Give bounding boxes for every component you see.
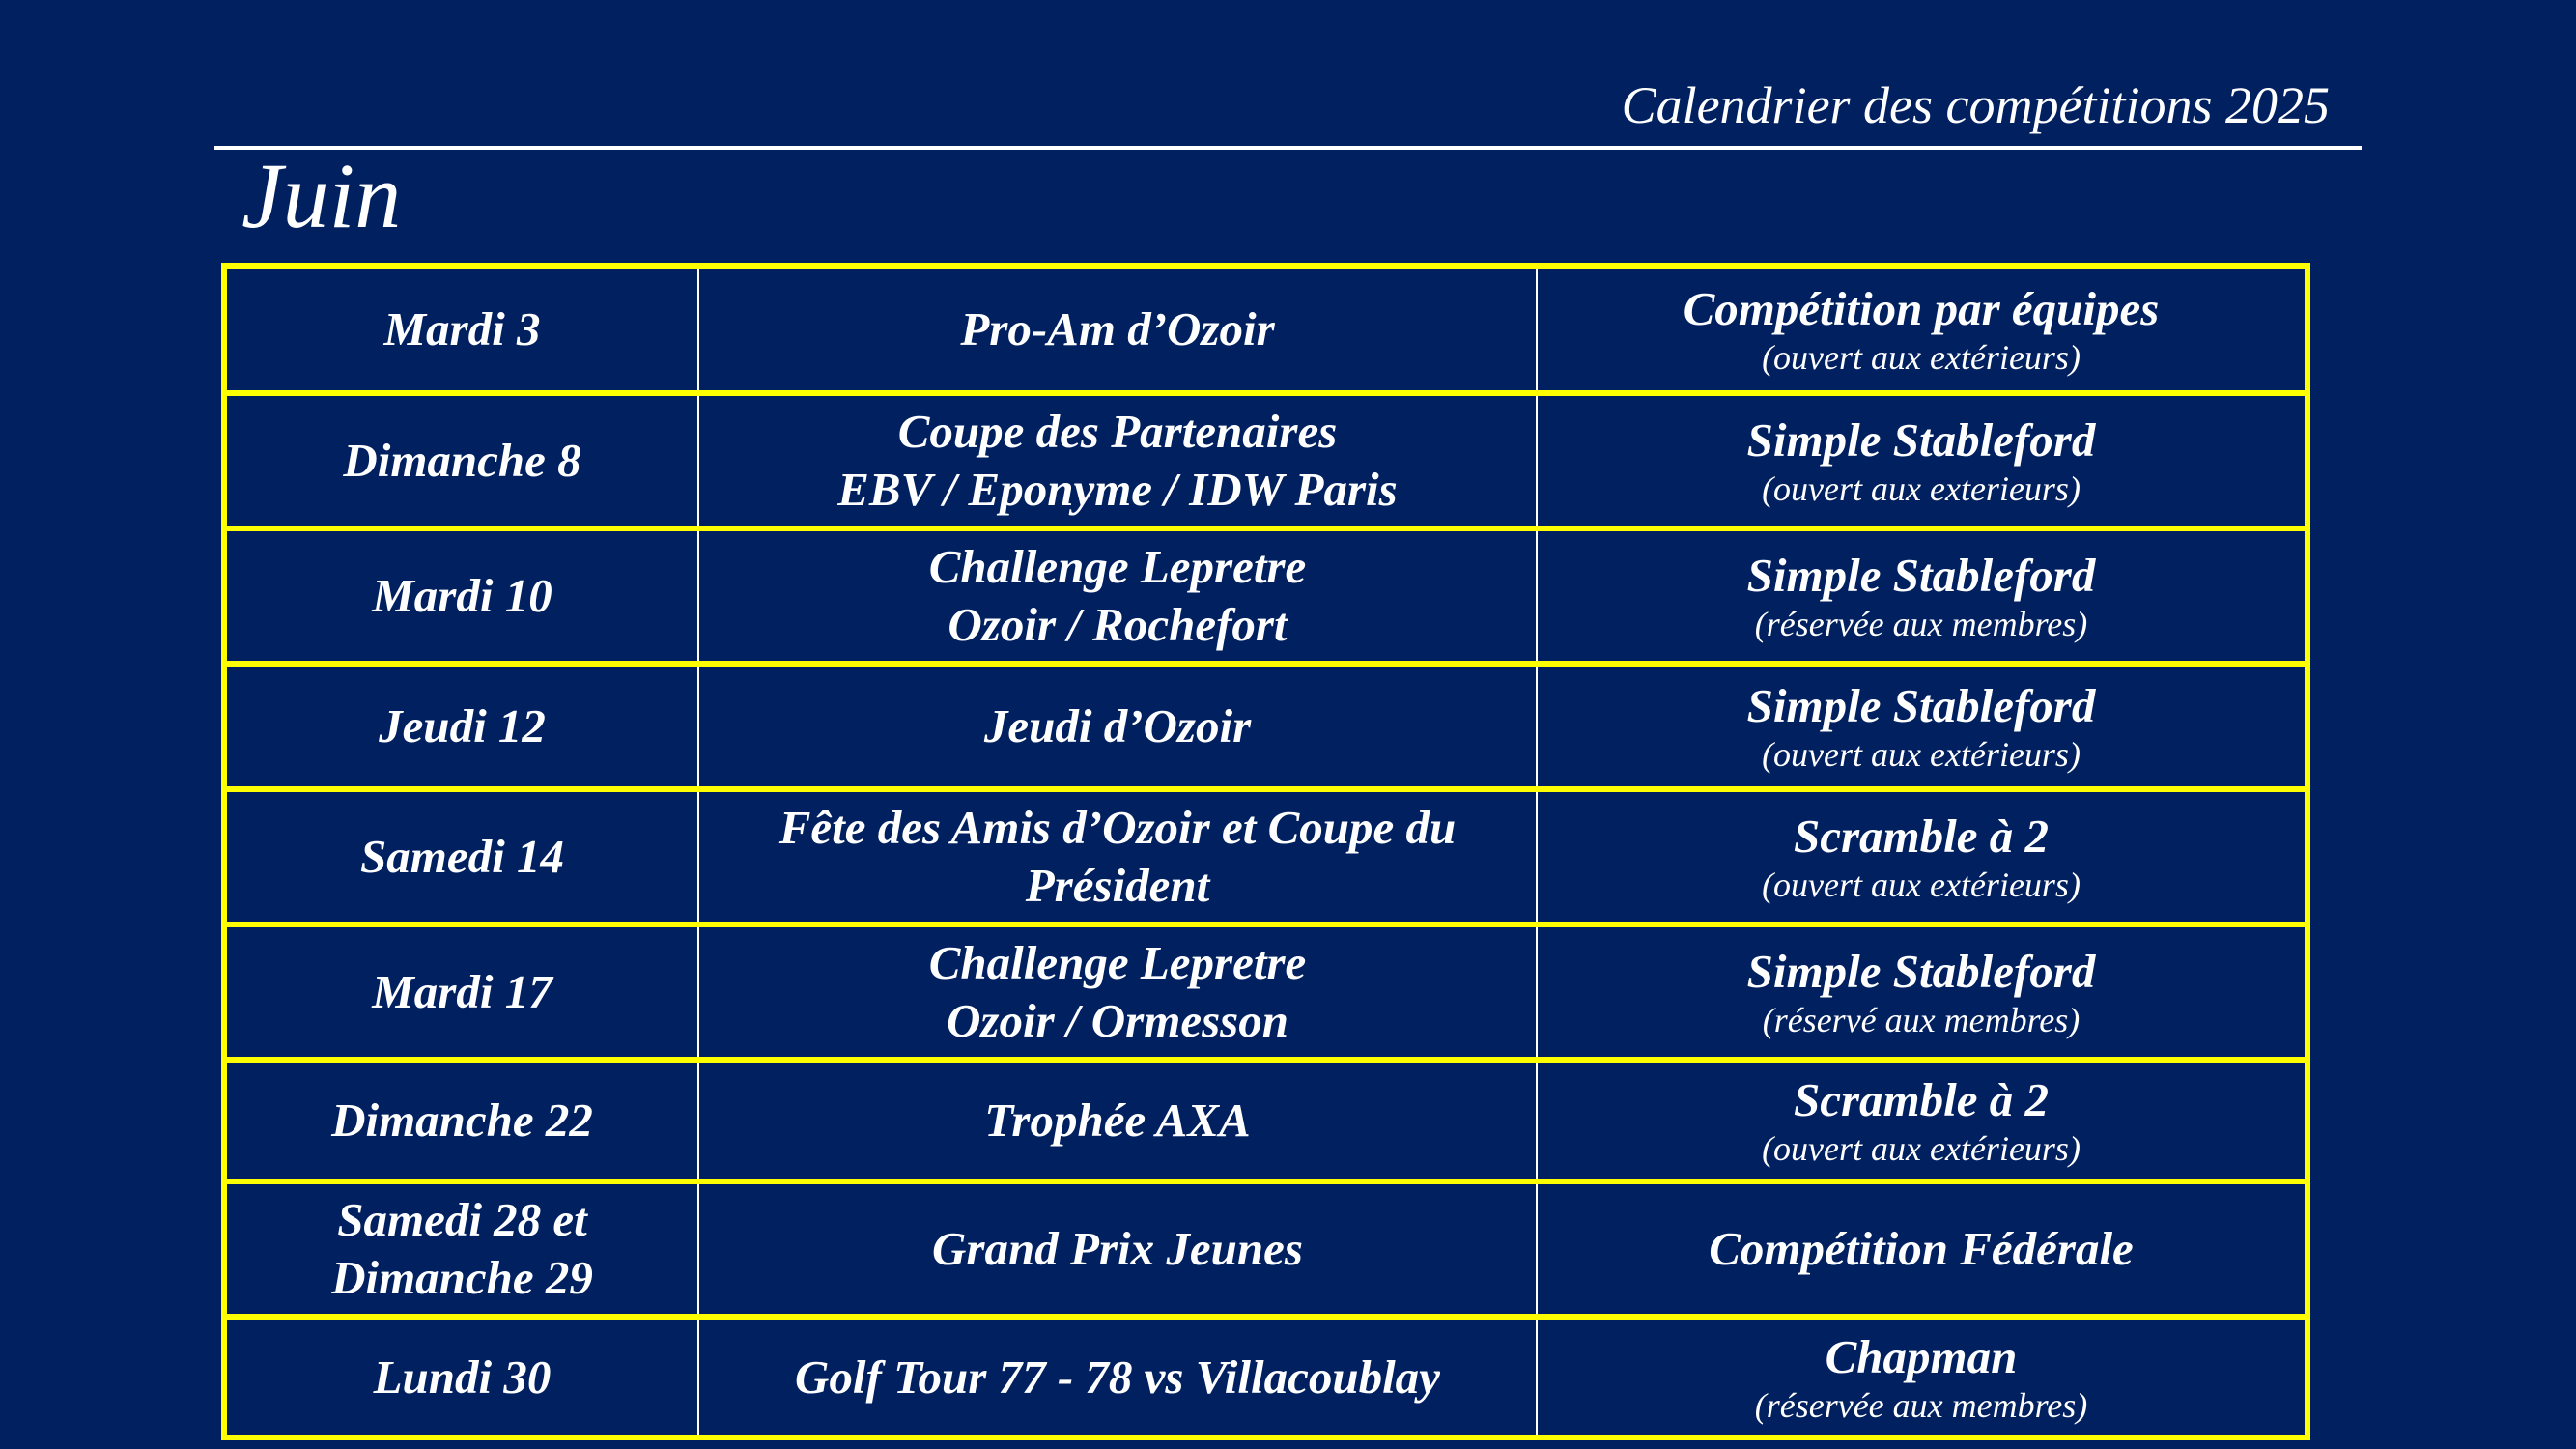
format-cell [1538,1063,2305,1179]
event-name-line: Golf Tour 77 - 78 vs Villacoublay [795,1350,1440,1404]
event-cell [699,1320,1538,1435]
eligibility-note: (ouvert aux exterieurs) [1762,469,2081,509]
format-cell [1538,667,2305,786]
page-header-title: Calendrier des compétitions 2025 [1621,76,2330,134]
event-cell [699,667,1538,786]
table-row [227,1179,2305,1314]
format-cell [1538,396,2305,526]
date-cell [227,269,699,390]
table-row [227,269,2305,390]
table-row [227,390,2305,526]
eligibility-note: (réservée aux membres) [1754,1385,2088,1425]
event-name-line: Président [1025,859,1210,912]
event-name-line: Pro-Am d’Ozoir [960,302,1275,356]
format-text: Compétition par équipes [1683,282,2160,336]
date-cell [227,1184,699,1314]
event-name-line: Grand Prix Jeunes [932,1222,1303,1276]
date-text: Mardi 17 [372,965,552,1019]
event-cell [699,396,1538,526]
format-cell [1538,269,2305,390]
event-name-line: Coupe des Partenaires [897,405,1338,459]
format-cell [1538,531,2305,661]
date-cell [227,792,699,922]
format-cell [1538,1184,2305,1314]
eligibility-note: (réservé aux membres) [1762,1001,2081,1040]
format-cell [1538,927,2305,1057]
event-cell [699,269,1538,390]
format-text: Scramble à 2 [1793,810,2050,864]
table-row [227,526,2305,661]
date-cell [227,1063,699,1179]
date-text: Dimanche 22 [331,1094,593,1148]
format-text: Compétition Fédérale [1709,1222,2134,1276]
date-text: Dimanche 8 [343,434,581,488]
event-name-line: EBV / Eponyme / IDW Paris [837,463,1398,516]
event-cell [699,531,1538,661]
format-cell [1538,1320,2305,1435]
date-cell [227,667,699,786]
competition-table [221,263,2310,1440]
event-name-line: Trophée AXA [984,1094,1251,1148]
eligibility-note: (ouvert aux extérieurs) [1762,1129,2081,1169]
date-cell [227,927,699,1057]
format-text: Chapman [1825,1329,2018,1383]
eligibility-note: (ouvert aux extérieurs) [1762,338,2081,378]
table-row [227,1057,2305,1179]
format-text: Simple Stableford [1746,549,2096,603]
format-cell [1538,792,2305,922]
format-text: Simple Stableford [1746,945,2096,999]
eligibility-note: (réservée aux membres) [1754,605,2088,644]
event-cell [699,1184,1538,1314]
month-title: Juin [241,144,402,247]
date-cell [227,396,699,526]
header-divider [214,146,2362,150]
date-cell [227,1320,699,1435]
table-row [227,922,2305,1057]
event-name-line: Fête des Amis d’Ozoir et Coupe du [778,801,1457,855]
event-cell [699,927,1538,1057]
date-text: Samedi 14 [360,830,564,884]
format-text: Simple Stableford [1746,679,2096,733]
event-name-line: Challenge Lepretre [928,540,1307,594]
event-cell [699,792,1538,922]
eligibility-note: (ouvert aux extérieurs) [1762,866,2081,905]
format-text: Scramble à 2 [1793,1073,2050,1127]
table-row [227,786,2305,922]
format-text: Simple Stableford [1746,413,2096,468]
event-cell [699,1063,1538,1179]
eligibility-note: (ouvert aux extérieurs) [1762,735,2081,775]
table-row [227,1314,2305,1435]
date-text: Mardi 3 [383,302,541,356]
date-text: Mardi 10 [372,569,552,623]
table-row [227,661,2305,786]
date-cell [227,531,699,661]
event-name-line: Jeudi d’Ozoir [983,699,1252,753]
date-text: Lundi 30 [373,1350,552,1404]
event-name-line: Ozoir / Rochefort [948,598,1288,651]
event-name-line: Ozoir / Ormesson [947,994,1288,1047]
date-text: Samedi 28 et Dimanche 29 [331,1193,593,1304]
event-name-line: Challenge Lepretre [928,936,1307,990]
date-text: Jeudi 12 [379,699,546,753]
